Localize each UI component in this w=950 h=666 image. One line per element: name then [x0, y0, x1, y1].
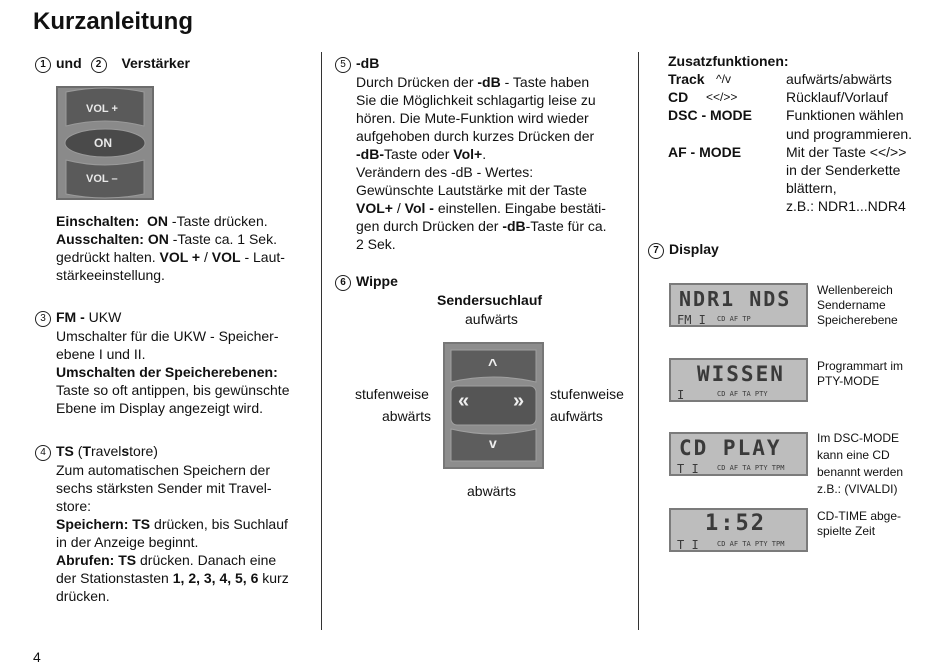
zusatz-description: und programmieren. [786, 125, 913, 142]
display-caption [817, 359, 903, 389]
zusatz-key: DSC - MODE [668, 107, 752, 124]
stufenweise-right-label: stufenweise [550, 386, 624, 402]
number-badge: 7 [648, 243, 664, 259]
number-badge: 2 [91, 57, 107, 73]
zusatz-description: in der Senderkette [786, 162, 901, 178]
chevron-up-icon: ^ [488, 357, 498, 374]
lcd-indicator-left: T I [677, 538, 699, 552]
display-caption-line: Wellenbereich [817, 283, 893, 297]
lcd-display [669, 508, 808, 552]
rocker-switch-image [443, 342, 544, 469]
display-caption-line: Im DSC-MODE [817, 431, 899, 445]
page-title: Kurzanleitung [33, 8, 193, 35]
volume-knob-image [56, 86, 154, 200]
lcd-main-text: 1:52 [705, 511, 766, 536]
zusatz-key: AF - MODE [668, 143, 742, 160]
display-caption-line: Programmart im [817, 359, 904, 373]
lcd-display [669, 432, 808, 476]
double-chevron-left-icon: « [458, 390, 470, 412]
zusatz-key: CD [668, 89, 689, 106]
zusatzfunktionen-heading: Zusatzfunktionen: [668, 53, 789, 69]
lcd-indicator-left: I [677, 388, 685, 402]
number-badge: 1 [35, 57, 51, 73]
lcd-indicator-right: CD AF TA PTY TPM [717, 464, 785, 472]
zusatz-symbol: <</>> [706, 90, 738, 105]
display-caption-line: Sendername [817, 298, 886, 312]
zusatz-description: aufwärts/abwärts [786, 71, 892, 87]
lcd-main-text: NDR1 NDS [679, 287, 792, 311]
lcd-display [669, 358, 808, 402]
display-caption-line: Speicherebene [817, 313, 898, 327]
lcd-indicator-right: CD AF TA PTY [717, 390, 768, 398]
section-amplifier-heading: 1 und 2 Verstärker [35, 54, 190, 73]
page-number: 4 [33, 649, 41, 665]
display-caption [817, 509, 901, 539]
column-divider-2 [638, 52, 639, 630]
zusatz-key: Track [668, 71, 705, 87]
sendersuchlauf-label: Sendersuchlauf [437, 292, 543, 308]
display-caption [817, 430, 903, 498]
zusatz-description: Funktionen wählen [786, 107, 904, 124]
section-ts: 4 TS (Travelstore) Zum automatischen Speichern der sechs stärksten Sender mit Travel- store: Speichern: TS drücken, bis Suchlauf in der Anzeige beginnt. Abrufen: TS drücken. Danach eine der Stationstasten 1, 2, 3, 4, 5, 6 kurz drücken. [35, 442, 320, 605]
display-caption-line: spielte Zeit [817, 524, 876, 538]
zusatz-description: Mit der Taste <</>> [786, 143, 907, 160]
section-display-heading: 7 Display [648, 240, 719, 259]
vol-minus-label: VOL – [86, 173, 118, 185]
lcd-main-text: CD PLAY [679, 436, 782, 460]
section-fm: 3 FM - UKW Umschalter für die UKW - Speicher- ebene I und II. Umschalten der Speicherebenen: Taste so oft antippen, bis gewünschte Ebene im Display angezeigt wird. [35, 308, 320, 417]
zusatz-description: z.B.: NDR1...NDR4 [786, 198, 906, 215]
amplifier-text: Einschalten: ON -Taste drücken. Ausschalten: ON -Taste ca. 1 Sek. gedrückt halten. VOL + / VOL - Laut- stärkeeinstellung. [56, 213, 285, 283]
abwaerts-left-label: abwärts [382, 408, 432, 424]
zusatz-symbol: ^/v [716, 72, 731, 86]
number-badge: 5 [335, 57, 351, 73]
abwaerts-bottom-label: abwärts [467, 483, 517, 499]
stufenweise-left-label: stufenweise [355, 386, 429, 402]
display-caption-line: kann eine CD [817, 448, 890, 462]
double-chevron-right-icon: » [513, 390, 525, 412]
section-db: 5 -dB Durch Drücken der -dB - Taste haben Sie die Möglichkeit schlagartig leise zu hören. Die Mute-Funktion wird wieder aufgehoben durch kurzes Drücken der -dB-Taste oder Vol+. Verändern des -dB - Wertes: Gewünschte Lautstärke mit der Taste VOL+ / Vol - einstellen. Eingabe bestäti- gen durch Drücken der -dB-Taste für ca. 2 Sek. [335, 54, 635, 253]
zusatz-description: blättern, [786, 180, 837, 197]
lcd-indicator-left: FM I [677, 313, 706, 327]
aufwaerts-right-label: aufwärts [550, 408, 603, 424]
lcd-indicator-left: T I [677, 462, 699, 476]
zusatz-description: Rücklauf/Vorlauf [786, 89, 888, 106]
number-badge: 3 [35, 311, 51, 327]
display-caption-line: CD-TIME abge- [817, 509, 902, 523]
display-caption-line: benannt werden [817, 465, 904, 479]
on-label: ON [94, 136, 112, 150]
display-caption-line: PTY-MODE [817, 374, 880, 388]
aufwaerts-top-label: aufwärts [465, 311, 518, 327]
vol-plus-label: VOL + [86, 103, 118, 115]
lcd-main-text: WISSEN [697, 362, 785, 386]
section-wippe-heading: 6 Wippe [335, 272, 398, 291]
lcd-indicator-right: CD AF TP [717, 315, 751, 323]
display-caption-line: z.B.: (VIVALDI) [817, 482, 898, 496]
chevron-down-icon: v [489, 435, 497, 451]
column-divider-1 [321, 52, 322, 630]
display-caption [817, 283, 898, 328]
lcd-indicator-right: CD AF TA PTY TPM [717, 540, 785, 548]
number-badge: 6 [335, 275, 351, 291]
lcd-display [669, 283, 808, 327]
number-badge: 4 [35, 445, 51, 461]
